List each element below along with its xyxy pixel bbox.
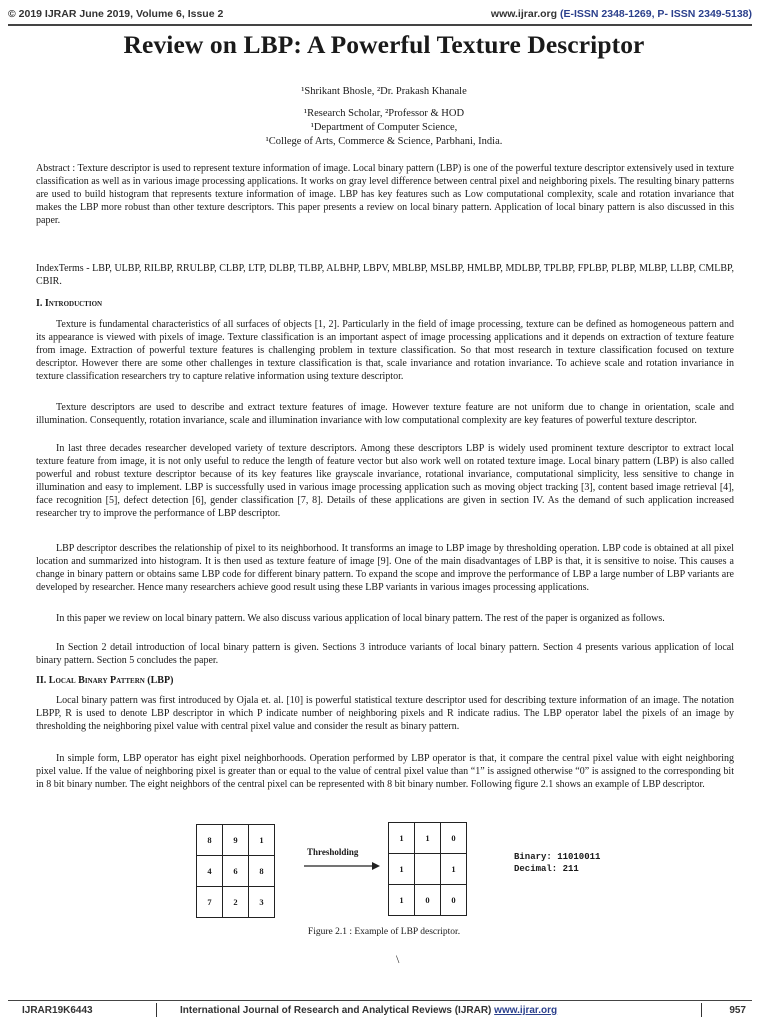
intro-paragraph-4: LBP descriptor describes the relationship of pixel to its neighborhood. It transforms an image to LBP image by thresholding operation. LBP code is obtained at all pixel location and summarized into histogram. It is then used as texture feature of image [9]. One of the main disadvantages of LBP is that, it is sensitive to noise. This causes a change in binary pattern or obtains same LBP code for different binary pattern. To expand the scope and improve the performance of LBP a large number of LBP variants are developed by researcher. Hence many researchers achieve good result using these LBP variants in various images processing applications. — [36, 543, 734, 593]
footer-paper-id: IJRAR19K6443 — [22, 1005, 93, 1016]
section-heading-lbp: II. Local Binary Pattern (LBP) — [36, 675, 174, 686]
stray-mark: \ — [396, 952, 400, 966]
grid-cell: 1 — [249, 825, 275, 856]
figure-caption: Figure 2.1 : Example of LBP descriptor. — [307, 927, 461, 937]
grid-cell: 8 — [249, 856, 275, 887]
footer-page-number: 957 — [729, 1005, 746, 1016]
intro-paragraph-1: Texture is fundamental characteristics of all surfaces of objects [1, 2]. Particularly in the field of image processing, texture can be defined as homogeneous pattern and its appearance is viewed with pixels of image. Texture classification is an important aspect of image processing applications and it depends on extraction of texture feature from image. Extraction of powerful texture features is challenging problem in texture classification. So that most research in texture classification focused on texture descriptor. However there are some other challenges in texture classification is that, scale invariance and rotation invariance. To achieve scale and rotation invariance in texture classification researchers try to capture relative information using texture descriptor. — [36, 319, 734, 382]
author-roles: ¹Research Scholar, ²Professor & HOD — [303, 108, 465, 119]
grid-cell: 0 — [415, 885, 441, 916]
decimal-value: Decimal: 211 — [514, 864, 579, 874]
header-issn: (E-ISSN 2348-1269, P- ISSN 2349-5138) — [559, 8, 752, 20]
intro-paragraph-5: In this paper we review on local binary pattern. We also discuss various application of local binary pattern. The rest of the paper is organized as follows. — [56, 613, 665, 624]
grid-cell: 8 — [197, 825, 223, 856]
grid-cell: 1 — [389, 823, 415, 854]
grid-cell: 2 — [223, 887, 249, 918]
header-rule — [8, 24, 752, 26]
footer-journal — [180, 1005, 557, 1016]
intro-paragraph-2: Texture descriptors are used to describe and extract texture features of image. However texture feature are not uniform due to change in orientation, scale and illumination. Consequently, rotation invariance, scale and illumination invariance with low computational complexity are key features of powerful texture descriptor. — [36, 402, 734, 426]
author-names: ¹Shrikant Bhosle, ²Dr. Prakash Khanale — [301, 86, 467, 97]
grid-cell: 1 — [441, 854, 467, 885]
input-pixel-grid — [196, 824, 275, 918]
grid-cell: 1 — [415, 823, 441, 854]
journal-header — [8, 8, 752, 22]
grid-cell: 1 — [389, 854, 415, 885]
output-binary-grid — [388, 822, 467, 916]
grid-cell-center — [415, 854, 441, 885]
author-college: ¹College of Arts, Commerce & Science, Parbhani, India. — [265, 136, 503, 147]
binary-value: Binary: 11010011 — [514, 852, 601, 862]
grid-cell: 0 — [441, 885, 467, 916]
header-citation: © 2019 IJRAR June 2019, Volume 6, Issue 2 — [8, 8, 224, 20]
grid-cell: 4 — [197, 856, 223, 887]
intro-paragraph-3: In last three decades researcher developed variety of texture descriptors. Among these descriptors LBP is widely used prominent texture descriptor to extract local texture feature from image, it is not only useful to reduce the length of feature vector but also work well on rotated texture image. Local binary pattern (LBP) is also called powerful and robust texture descriptor because of its key features like grayscale invariance, rotational invariance, computational simplicity, less sensitive to change in illumination and easy to implement. LBP is successfully used in various image processing application such as moving object tracking [3], content based image retrieval [4], face recognition [5], defect detection [6], gender classification [7, 8]. Details of these applications are given in section IV. As the demand of such application increased researcher try to improve the performance of LBP descriptor. — [36, 443, 734, 519]
footer-url-link[interactable]: www.ijrar.org — [494, 1005, 558, 1016]
footer-journal-name: International Journal of Research and Analytical Reviews (IJRAR) — [180, 1005, 492, 1016]
journal-footer — [8, 1000, 752, 1018]
lbp-paragraph-2: In simple form, LBP operator has eight pixel neighborhoods. Operation performed by LBP operator is that, it compare the central pixel value with eight neighboring pixel value. If the value of neighboring pixel is greater than or equal to the value of central pixel value than “1” is assigned otherwise “0” is assigned to the corresponding bit in 8 bit binary number. The eight neighbors of the central pixel can be represented with 8 bit binary number. Following figure 2.1 shows an example of LBP descriptor. — [36, 753, 734, 790]
binary-result — [514, 851, 600, 875]
intro-paragraph-6: In Section 2 detail introduction of local binary pattern is given. Sections 3 introduce variants of local binary pattern. Section 4 presents various application of local binary pattern. Section 5 concludes the paper. — [36, 642, 734, 666]
thresholding-arrow-icon — [302, 860, 382, 872]
paper-title: Review on LBP: A Powerful Texture Descriptor — [123, 30, 645, 59]
grid-cell: 7 — [197, 887, 223, 918]
abstract: Abstract : Texture descriptor is used to represent texture information of image. Local binary pattern (LBP) is one of the powerful texture descriptor extensively used in texture classification as well as in various image processing applications. It works on gray level difference between central pixel and neighboring pixels. The resulting binary patterns are used to build histogram that represents texture information of image. LBP has key features such as Low computational complexity, scale and rotation invariance that makes the LBP more robust than other texture descriptors. This paper presents a review on local binary pattern. Application of local binary pattern is also discussed in this paper. — [36, 163, 734, 226]
grid-cell: 9 — [223, 825, 249, 856]
section-heading-introduction: I. Introduction — [36, 298, 103, 309]
footer-divider — [156, 1003, 157, 1017]
footer-divider — [701, 1003, 702, 1017]
grid-cell: 1 — [389, 885, 415, 916]
index-terms: IndexTerms - LBP, ULBP, RILBP, RRULBP, CLBP, LTP, DLBP, TLBP, ALBHP, LBPV, MBLBP, MSLBP, HMLBP, MDLBP, TPLBP, FPLBP, PLBP, MLBP, LLBP, CMLBP, CBIR. — [36, 263, 734, 287]
thresholding-label: Thresholding — [307, 847, 359, 857]
author-department: ¹Department of Computer Science, — [310, 122, 458, 133]
grid-cell-center: 6 — [223, 856, 249, 887]
grid-cell: 3 — [249, 887, 275, 918]
header-site[interactable]: www.ijrar.org — [490, 8, 558, 20]
footer-rule — [8, 1000, 752, 1001]
lbp-paragraph-1: Local binary pattern was first introduced by Ojala et. al. [10] is powerful statistical texture descriptor used for describing texture information of an image. The notation LBPP, R is used to denote LBP descriptor in which P indicate number of neighboring pixels and R indicate radius. The LBP operator label the pixels of an image by thresholding the neighboring pixel value with central pixel value and consider the result as binary pattern. — [36, 695, 734, 732]
grid-cell: 0 — [441, 823, 467, 854]
header-right — [491, 8, 752, 20]
